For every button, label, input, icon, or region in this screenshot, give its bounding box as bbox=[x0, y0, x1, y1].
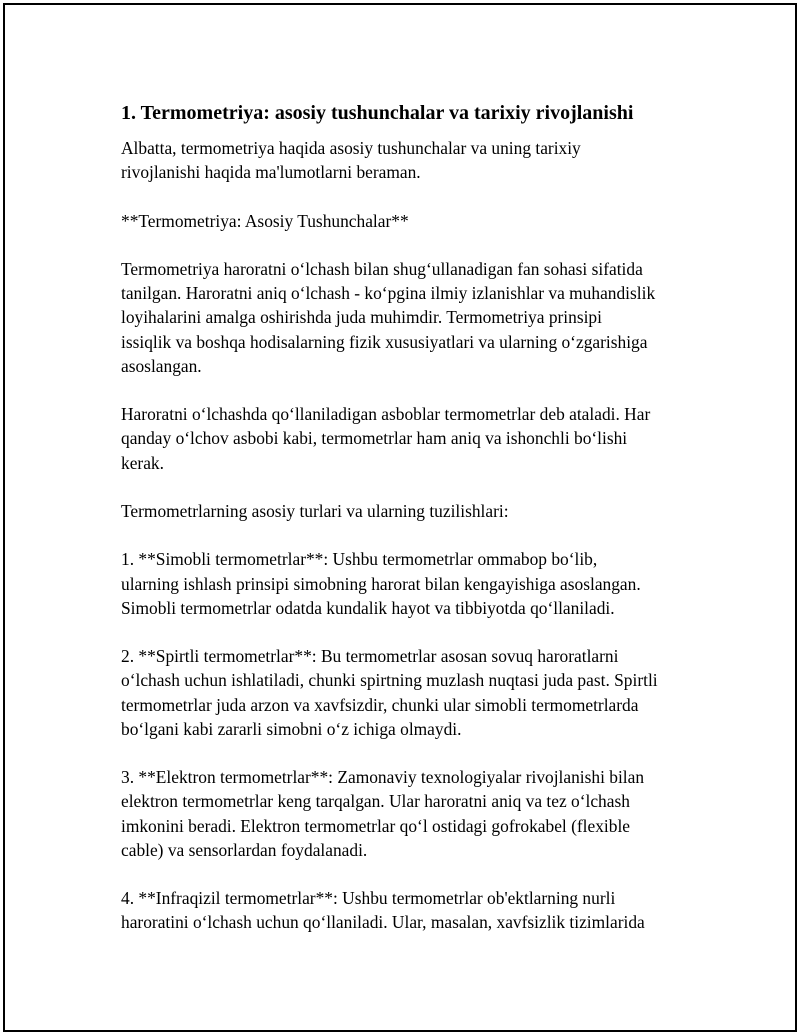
paragraph-spacer bbox=[121, 523, 701, 547]
intro-paragraph: Albatta, termometriya haqida asosiy tushunchalar va uning tarixiy rivojlanishi haqida ma'lumotlarni beraman. bbox=[121, 138, 581, 183]
paragraph-spacer bbox=[121, 378, 701, 402]
mercury-thermometer-paragraph: 1. **Simobli termometrlar**: Ushbu termometrlar ommabop bo‘lib, ularning ishlash prinsipi simobning harorat bilan kengayishiga asoslangan. Simobli termometrlar odatda kundalik hayot va tibbiyotda qo‘llaniladi. bbox=[121, 549, 641, 618]
paragraph-spacer bbox=[121, 620, 701, 644]
instruments-paragraph: Haroratni o‘lchashda qo‘llaniladigan asboblar termometrlar deb ataladi. Har qanday o‘lchov asbobi kabi, termometrlar ham aniq va ishonchli bo‘lishi kerak. bbox=[121, 404, 651, 473]
infrared-thermometer-paragraph: 4. **Infraqizil termometrlar**: Ushbu termometrlar ob'ektlarning nurli haroratini o‘lchash uchun qo‘llaniladi. Ular, masalan, xavfsizlik tizimlarida bbox=[121, 888, 645, 933]
document-body bbox=[121, 100, 701, 935]
paragraph-spacer bbox=[121, 233, 701, 257]
electronic-thermometer-paragraph: 3. **Elektron termometrlar**: Zamonaviy texnologiyalar rivojlanishi bilan elektron termometrlar keng tarqalgan. Ular haroratni aniq va tez o‘lchash imkonini beradi. Elektron termometrlar qo‘l ostidagi gofrokabel (flexible cable) va sensorlardan foydalanadi. bbox=[121, 767, 645, 860]
document-title: 1. Termometriya: asosiy tushunchalar va tarixiy rivojlanishi bbox=[121, 102, 634, 124]
paragraph-list bbox=[121, 136, 701, 935]
document-page bbox=[3, 3, 797, 1032]
paragraph-spacer bbox=[121, 862, 701, 886]
paragraph-spacer bbox=[121, 184, 701, 208]
paragraph-spacer bbox=[121, 475, 701, 499]
definition-paragraph: Termometriya haroratni o‘lchash bilan shug‘ullanadigan fan sohasi sifatida tanilgan. Haroratni aniq o‘lchash - ko‘pgina ilmiy izlanishlar va muhandislik loyihalarini amalga oshirishda juda muhimdir. Termometriya prinsipi issiqlik va boshqa hodisalarning fizik xususiyatlari va ularning o‘zgarishiga asoslangan. bbox=[121, 258, 656, 376]
alcohol-thermometer-paragraph: 2. **Spirtli termometrlar**: Bu termometrlar asosan sovuq haroratlarni o‘lchash uchun ishlatiladi, chunki spirtning muzlash nuqtasi juda past. Spirtli termometrlar juda arzon va xavfsizdir, chunki ular simobli termometrlarda bo‘lgani kabi zararli simobni o‘z ichiga olmaydi. bbox=[121, 646, 658, 739]
types-intro-paragraph: Termometrlarning asosiy turlari va ularning tuzilishlari: bbox=[121, 500, 509, 521]
paragraph-spacer bbox=[121, 741, 701, 765]
section-heading-paragraph: **Termometriya: Asosiy Tushunchalar** bbox=[121, 210, 409, 231]
